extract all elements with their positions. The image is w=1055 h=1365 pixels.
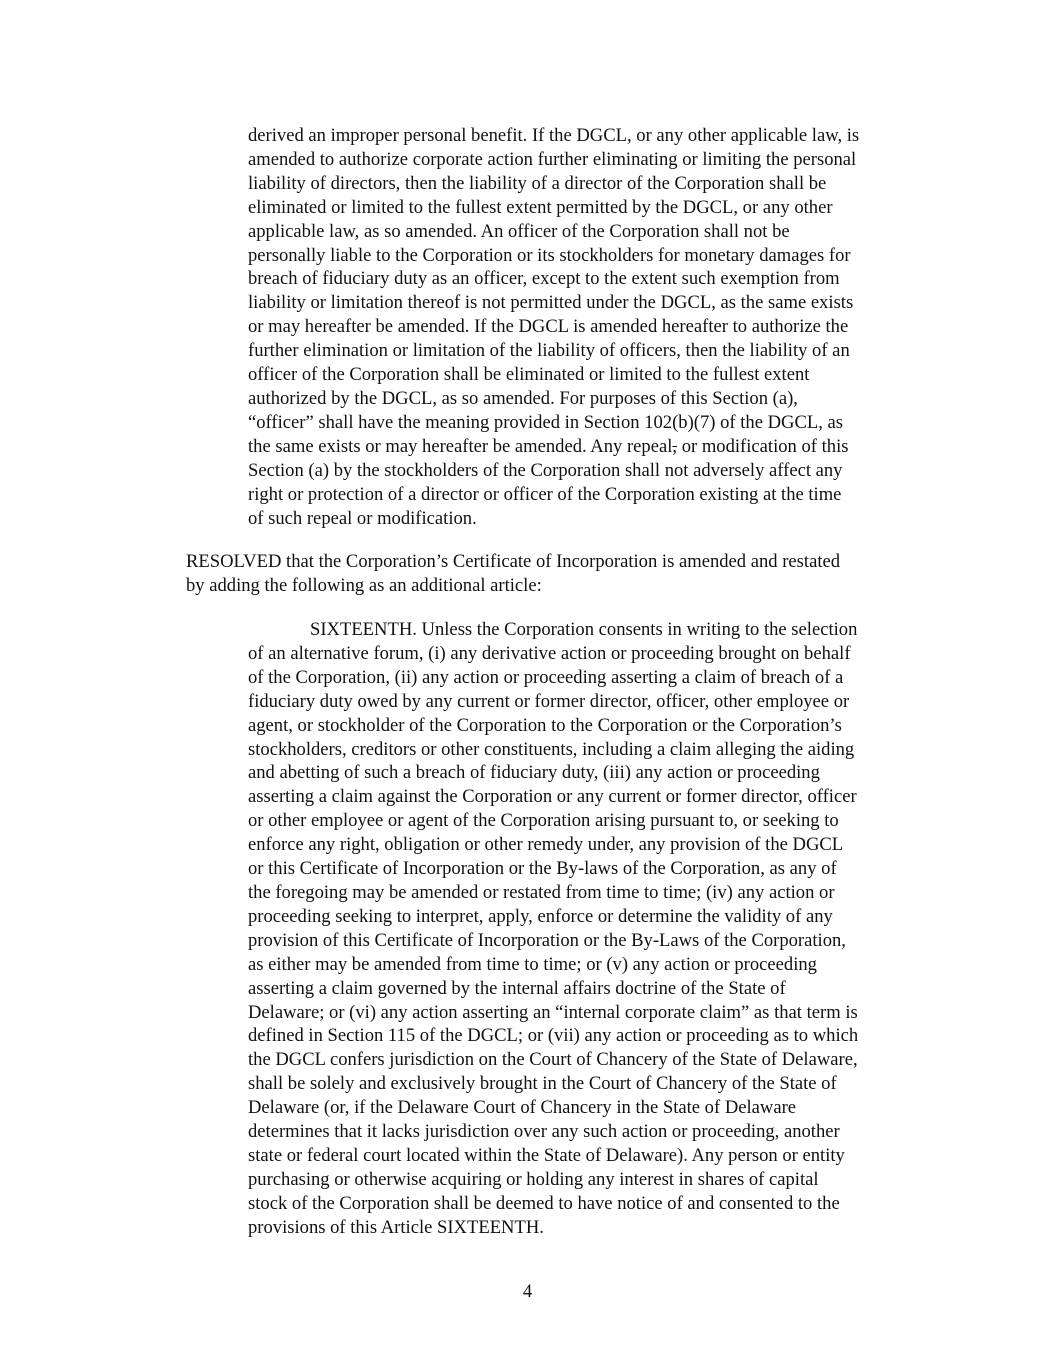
page-number: 4 (522, 1281, 533, 1302)
paragraph-line: RESOLVED that the Corporation’s Certificate of Incorporation is amended and restated (186, 551, 841, 572)
paragraph-line: “officer” shall have the meaning provided in Section 102(b)(7) of the DGCL, as (248, 411, 843, 433)
paragraph-line: liability or limitation thereof is not permitted under the DGCL, as the same exists (248, 292, 854, 314)
paragraph-line: Section (a) by the stockholders of the Corporation shall not adversely affect any (248, 459, 843, 481)
article-line: asserting a claim governed by the internal affairs doctrine of the State of (248, 977, 786, 999)
article-line: or other employee or agent of the Corporation arising pursuant to, or seeking to (248, 810, 839, 832)
paragraph-line-with-strikethrough (248, 435, 859, 459)
article-line: the DGCL confers jurisdiction on the Court of Chancery of the State of Delaware, (248, 1049, 858, 1071)
paragraph-line: authorized by the DGCL, as so amended. For purposes of this Section (a), (248, 387, 798, 409)
article-line: Delaware (or, if the Delaware Court of Chancery in the State of Delaware (248, 1097, 797, 1119)
article-line: asserting a claim against the Corporation or any current or former director, officer (248, 786, 857, 808)
article-line: determines that it lacks jurisdiction over any such action or proceeding, another (248, 1121, 840, 1143)
paragraph-line: by adding the following as an additional article: (186, 574, 542, 596)
paragraph-line: eliminated or limited to the fullest extent permitted by the DGCL, or any other (248, 196, 833, 218)
line-text-before-strike: the same exists or may hereafter be amended. Any repeal (248, 435, 673, 457)
line-text-after-strike: or modification of this (677, 435, 849, 457)
article-line: defined in Section 115 of the DGCL; or (vii) any action or proceeding as to which (248, 1025, 859, 1047)
paragraph-line: further elimination or limitation of the liability of officers, then the liability of an (248, 340, 850, 362)
paragraph-line: or may hereafter be amended. If the DGCL is amended hereafter to authorize the (248, 316, 849, 338)
article-line: shall be solely and exclusively brought in the Court of Chancery of the State of (248, 1073, 837, 1095)
article-line: provisions of this Article SIXTEENTH. (248, 1216, 544, 1238)
resolved-paragraph (186, 550, 840, 598)
paragraph-line: derived an improper personal benefit. If the DGCL, or any other applicable law, is (248, 125, 860, 146)
article-line: and abetting of such a breach of fiduciary duty, (iii) any action or proceeding (248, 762, 820, 784)
paragraph-line: officer of the Corporation shall be eliminated or limited to the fullest extent (248, 364, 810, 386)
article-line: Delaware; or (vi) any action asserting an “internal corporate claim” as that term is (248, 1001, 858, 1023)
article-line: enforce any right, obligation or other remedy under, any provision of the DGCL (248, 834, 844, 856)
article-line: fiduciary duty owed by any current or former director, officer, other employee or (248, 690, 850, 712)
sixteenth-article (248, 618, 858, 1240)
struck-comma: , (672, 435, 678, 457)
article-line: of the Corporation, (ii) any action or proceeding asserting a claim of breach of a (248, 666, 844, 688)
article-line: stockholders, creditors or other constituents, including a claim alleging the aiding (248, 738, 855, 760)
article-line: agent, or stockholder of the Corporation to the Corporation or the Corporation’s (248, 714, 842, 736)
paragraph-line: personally liable to the Corporation or its stockholders for monetary damages for (248, 244, 851, 266)
article-line: the foregoing may be amended or restated from time to time; (iv) any action or (248, 881, 835, 903)
article-line: as either may be amended from time to time; or (v) any action or proceeding (248, 953, 817, 975)
paragraph-line: right or protection of a director or officer of the Corporation existing at the time (248, 483, 842, 505)
paragraph-line: of such repeal or modification. (248, 507, 477, 529)
paragraph-line: amended to authorize corporate action further eliminating or limiting the personal (248, 148, 857, 170)
article-line: or this Certificate of Incorporation or the By-laws of the Corporation, as any of (248, 858, 837, 880)
paragraph-line: breach of fiduciary duty as an officer, except to the extent such exemption from (248, 268, 840, 290)
article-line: of an alternative forum, (i) any derivative action or proceeding brought on behalf (248, 642, 851, 664)
article-line: proceeding seeking to interpret, apply, enforce or determine the validity of any (248, 905, 833, 927)
article-line: purchasing or otherwise acquiring or holding any interest in shares of capital (248, 1168, 819, 1190)
article-line: provision of this Certificate of Incorporation or the By-Laws of the Corporation, (248, 929, 846, 951)
continued-paragraph (248, 124, 859, 530)
paragraph-line: applicable law, as so amended. An officer of the Corporation shall not be (248, 220, 790, 242)
article-line: stock of the Corporation shall be deemed to have notice of and consented to the (248, 1192, 840, 1214)
paragraph-line: liability of directors, then the liability of a director of the Corporation shall be (248, 172, 827, 194)
article-line: state or federal court located within the State of Delaware). Any person or entity (248, 1144, 845, 1166)
article-heading-line: SIXTEENTH. Unless the Corporation consents in writing to the selection (310, 619, 858, 640)
